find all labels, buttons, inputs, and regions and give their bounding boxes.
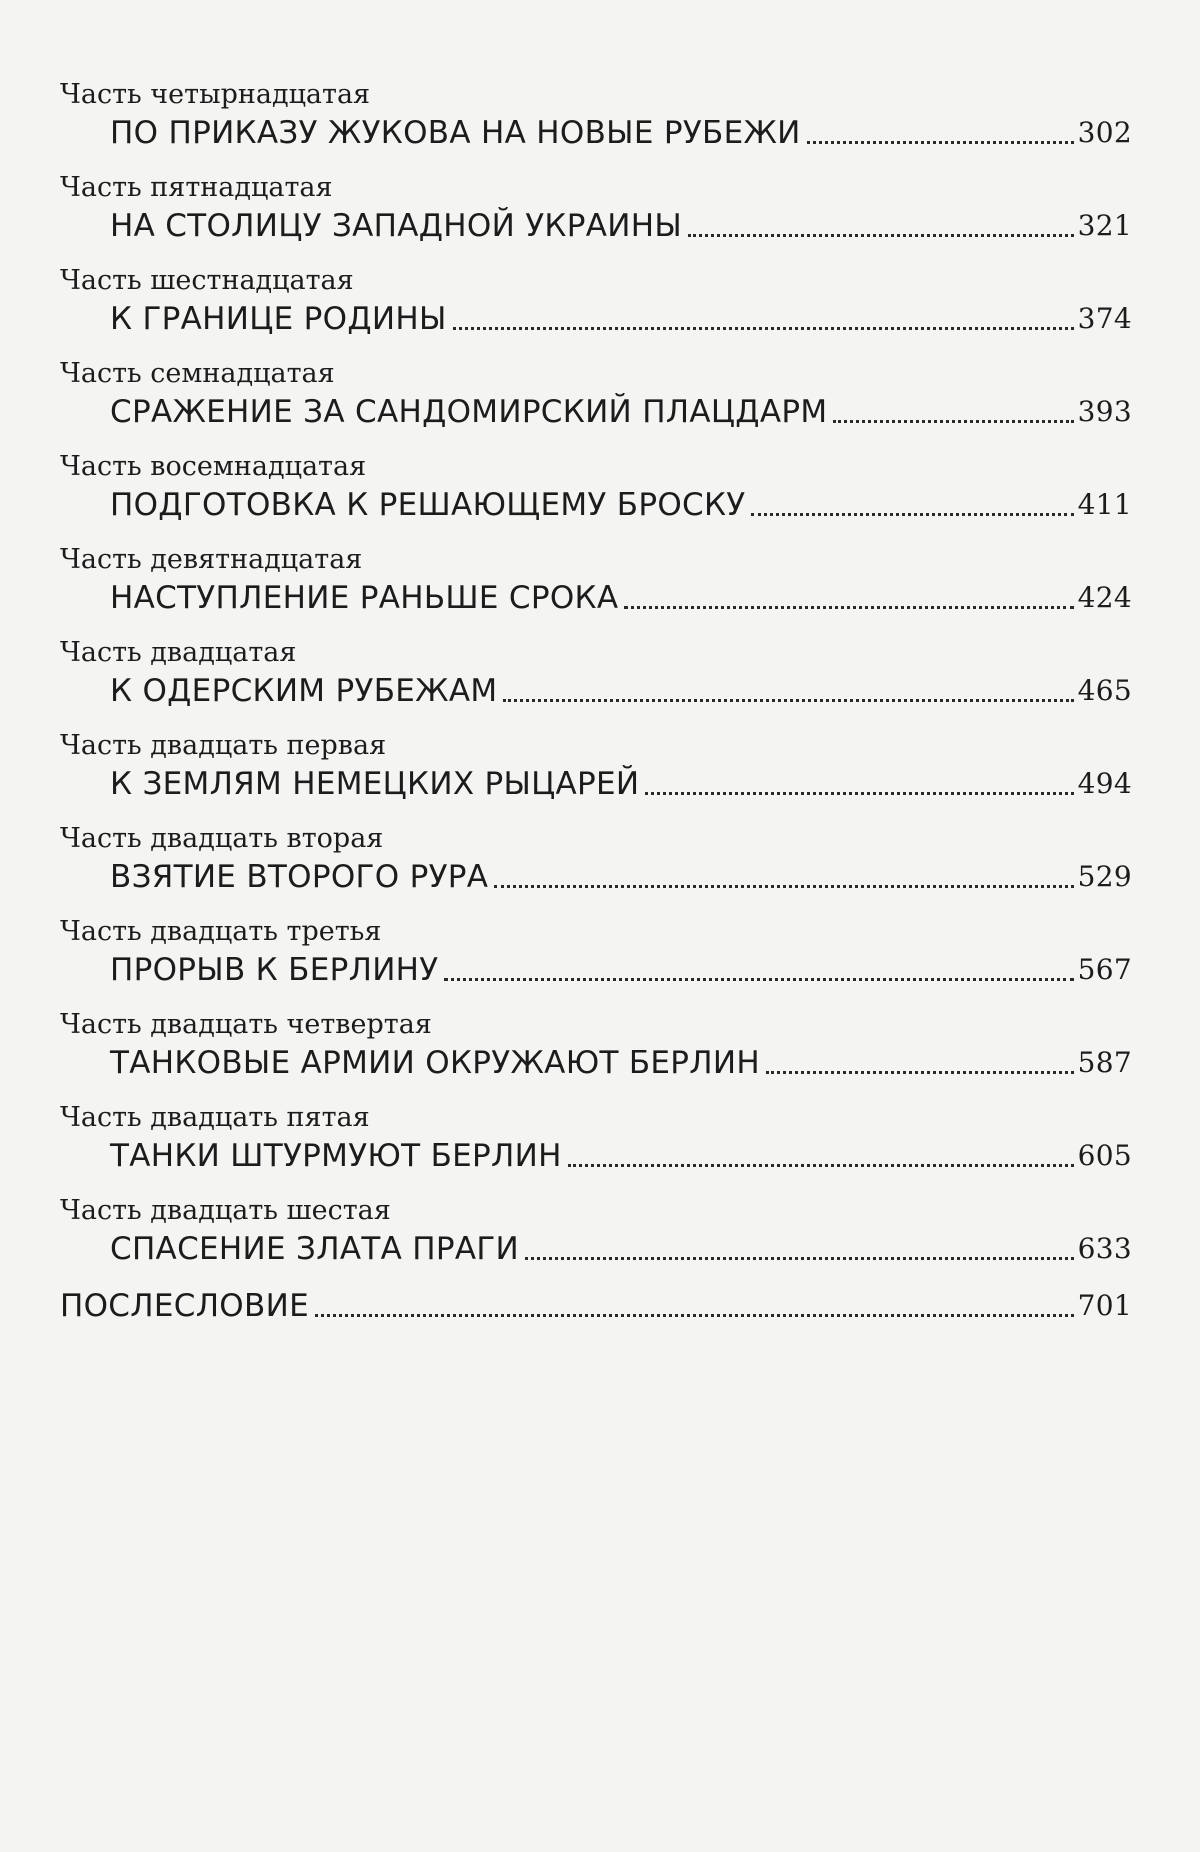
dot-leader — [645, 792, 1073, 795]
dot-leader — [751, 513, 1073, 516]
toc-chapter-title: К ЗЕМЛЯМ НЕМЕЦКИХ РЫЦАРЕЙ — [110, 766, 640, 802]
toc-page-number: 302 — [1077, 116, 1132, 149]
toc-part-label: Часть двадцать первая — [60, 730, 387, 761]
toc-page-number: 465 — [1077, 674, 1132, 707]
toc-page-number: 529 — [1077, 860, 1132, 893]
toc-entry — [60, 264, 1132, 340]
toc-entry — [60, 729, 1132, 805]
dot-leader — [624, 606, 1073, 609]
toc-line — [60, 670, 1132, 712]
dot-leader — [568, 1164, 1074, 1167]
toc-page-number: 567 — [1077, 953, 1132, 986]
toc-line — [60, 391, 1132, 433]
toc-line — [60, 949, 1132, 991]
toc-line — [60, 1228, 1132, 1270]
toc-part-label: Часть двадцать шестая — [60, 1195, 391, 1226]
toc-page-number: 424 — [1077, 581, 1132, 614]
toc-part-label: Часть двадцать четвертая — [60, 1009, 432, 1040]
toc-part-label: Часть четырнадцатая — [60, 79, 371, 110]
toc-page-number: 494 — [1077, 767, 1132, 800]
toc-chapter-title: НА СТОЛИЦУ ЗАПАДНОЙ УКРАИНЫ — [110, 208, 682, 244]
toc-page-number: 374 — [1077, 302, 1132, 335]
toc-entry — [60, 1194, 1132, 1270]
toc-chapter-title: СРАЖЕНИЕ ЗА САНДОМИРСКИЙ ПЛАЦДАРМ — [110, 394, 828, 430]
toc-entry — [60, 78, 1132, 154]
toc-line — [60, 856, 1132, 898]
toc-line — [60, 763, 1132, 805]
toc-part-label: Часть шестнадцатая — [60, 265, 354, 296]
toc-line — [60, 1135, 1132, 1177]
toc-page-number: 411 — [1077, 488, 1132, 521]
toc-page-number: 701 — [1077, 1289, 1132, 1322]
toc-line — [60, 205, 1132, 247]
dot-leader — [766, 1071, 1074, 1074]
toc-chapter-title: ВЗЯТИЕ ВТОРОГО РУРА — [110, 859, 489, 895]
toc-chapter-title: СПАСЕНИЕ ЗЛАТА ПРАГИ — [110, 1231, 520, 1267]
toc-chapter-title: ПО ПРИКАЗУ ЖУКОВА НА НОВЫЕ РУБЕЖИ — [110, 115, 801, 151]
toc-part-label: Часть двадцать третья — [60, 916, 382, 947]
toc-chapter-title: ПРОРЫВ К БЕРЛИНУ — [110, 952, 439, 988]
toc-afterword-title: ПОСЛЕСЛОВИЕ — [60, 1288, 309, 1324]
toc-line — [60, 298, 1132, 340]
dot-leader — [444, 978, 1073, 981]
toc-line — [60, 484, 1132, 526]
toc-chapter-title: ПОДГОТОВКА К РЕШАЮЩЕМУ БРОСКУ — [110, 487, 746, 523]
toc-entry — [60, 171, 1132, 247]
toc-chapter-title: ТАНКИ ШТУРМУЮТ БЕРЛИН — [110, 1138, 562, 1174]
toc-page-number: 393 — [1077, 395, 1132, 428]
dot-leader — [833, 420, 1073, 423]
toc-part-label: Часть двадцатая — [60, 637, 297, 668]
toc-entry — [60, 543, 1132, 619]
toc-entry — [60, 450, 1132, 526]
toc-part-label: Часть пятнадцатая — [60, 172, 333, 203]
toc-part-label: Часть семнадцатая — [60, 358, 335, 389]
dot-leader — [525, 1257, 1074, 1260]
toc-afterword — [60, 1285, 1132, 1327]
toc-part-label: Часть двадцать пятая — [60, 1102, 370, 1133]
toc-part-label: Часть восемнадцатая — [60, 451, 367, 482]
toc-line — [60, 1042, 1132, 1084]
dot-leader — [688, 234, 1074, 237]
toc-chapter-title: К ГРАНИЦЕ РОДИНЫ — [110, 301, 447, 337]
toc-page-number: 605 — [1077, 1139, 1132, 1172]
toc-chapter-title: К ОДЕРСКИМ РУБЕЖАМ — [110, 673, 498, 709]
toc-page-number: 321 — [1077, 209, 1132, 242]
toc-page-number: 587 — [1077, 1046, 1132, 1079]
toc-entry — [60, 636, 1132, 712]
toc-chapter-title: ТАНКОВЫЕ АРМИИ ОКРУЖАЮТ БЕРЛИН — [110, 1045, 761, 1081]
toc-line — [60, 112, 1132, 154]
dot-leader — [503, 699, 1073, 702]
dot-leader — [807, 141, 1074, 144]
toc-page-number: 633 — [1077, 1232, 1132, 1265]
dot-leader — [494, 885, 1073, 888]
toc-line — [60, 577, 1132, 619]
toc-entry — [60, 822, 1132, 898]
toc-part-label: Часть девятнадцатая — [60, 544, 363, 575]
dot-leader — [453, 327, 1074, 330]
toc-entry — [60, 915, 1132, 991]
toc-part-label: Часть двадцать вторая — [60, 823, 384, 854]
dot-leader — [315, 1314, 1074, 1317]
toc-chapter-title: НАСТУПЛЕНИЕ РАНЬШЕ СРОКА — [110, 580, 619, 616]
toc-entry — [60, 1101, 1132, 1177]
toc-entry — [60, 357, 1132, 433]
table-of-contents — [60, 78, 1132, 1327]
toc-entry — [60, 1008, 1132, 1084]
